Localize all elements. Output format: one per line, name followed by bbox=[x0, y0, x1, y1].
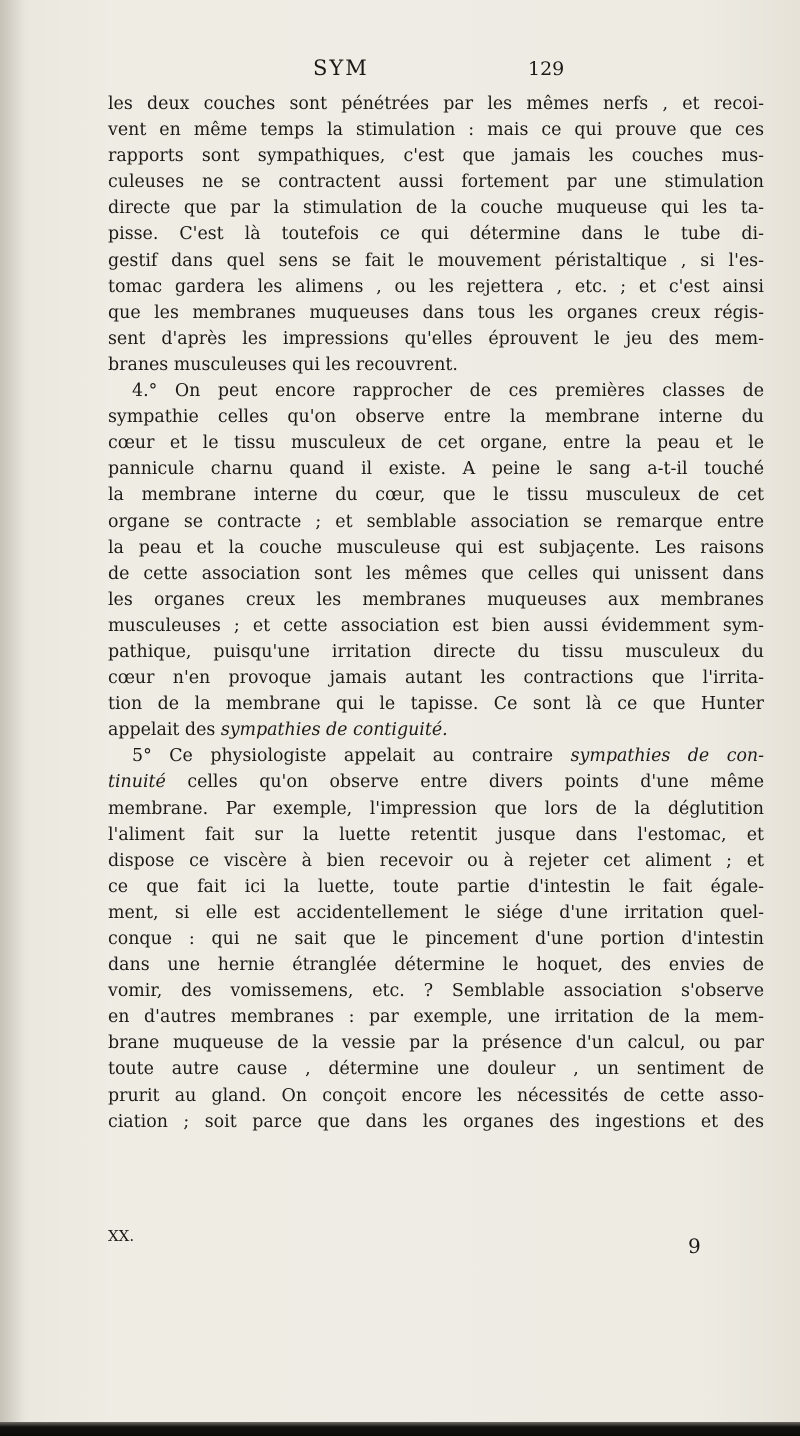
text-line: en d'autres membranes : par exemple, une irritation de la mem- bbox=[108, 1007, 764, 1028]
text-line: musculeuses ; et cette association est bien aussi évidemment sym- bbox=[108, 615, 764, 636]
text-line: organe se contracte ; et semblable association se remarque entre bbox=[108, 511, 764, 532]
text-line: pathique, puisqu'une irritation directe du tissu musculeux du bbox=[108, 641, 764, 662]
text-line: la membrane interne du cœur, que le tissu musculeux de cet bbox=[108, 485, 764, 506]
italic-term: sympathies de contiguité. bbox=[220, 720, 448, 741]
text-line: dans une hernie étranglée détermine le hoquet, des envies de bbox=[108, 955, 764, 976]
binding-shadow bbox=[0, 0, 24, 1436]
text-line: ciation ; soit parce que dans les organes des ingestions et des bbox=[108, 1111, 764, 1132]
signature-mark: XX. bbox=[108, 1227, 135, 1245]
text-line: de cette association sont les mêmes que celles qui unissent dans bbox=[108, 563, 764, 584]
text-line: brane muqueuse de la vessie par la présence d'un calcul, ou par bbox=[108, 1033, 764, 1054]
italic-term: tinuité bbox=[108, 772, 166, 793]
body-text bbox=[108, 91, 764, 1135]
page-number: 129 bbox=[528, 58, 565, 80]
text-line: sympathie celles qu'on observe entre la membrane interne du bbox=[108, 407, 764, 428]
text-line: prurit au gland. On conçoit encore les nécessités de cette asso- bbox=[108, 1085, 764, 1106]
text-line: ment, si elle est accidentellement le siége d'une irritation quel- bbox=[108, 902, 764, 923]
text-line: pisse. C'est là toutefois ce qui détermine dans le tube di- bbox=[108, 224, 764, 245]
text-line: dispose ce viscère à bien recevoir ou à rejeter cet aliment ; et bbox=[108, 850, 764, 871]
text-line: gestif dans quel sens se fait le mouvement péristaltique , si l'es- bbox=[108, 250, 764, 271]
text-line: branes musculeuses qui les recouvrent. bbox=[108, 354, 458, 375]
text-run: celles qu'on observe entre divers points d'une même bbox=[165, 772, 764, 793]
text-line: cœur et le tissu musculeux de cet organe, entre la peau et le bbox=[108, 433, 764, 454]
text-line: l'aliment fait sur la luette retentit jusque dans l'estomac, et bbox=[108, 824, 764, 845]
text-run: 5° Ce physiologiste appelait au contraire bbox=[132, 746, 571, 767]
text-line: rapports sont sympathiques, c'est que jamais les couches mus- bbox=[108, 146, 764, 167]
text-line: toute autre cause , détermine une douleur , un sentiment de bbox=[108, 1059, 764, 1080]
scan-edge bbox=[0, 1422, 800, 1436]
text-line: que les membranes muqueuses dans tous les organes creux régis- bbox=[108, 302, 764, 323]
text-line: sent d'après les impressions qu'elles éprouvent le jeu des mem- bbox=[108, 328, 764, 349]
text-line: la peau et la couche musculeuse qui est subjaçente. Les raisons bbox=[108, 537, 764, 558]
text-line: 4.° On peut encore rapprocher de ces premières classes de bbox=[132, 381, 764, 402]
text-line bbox=[108, 743, 764, 769]
text-line: ce que fait ici la luette, toute partie d'intestin le fait égale- bbox=[108, 876, 764, 897]
text-line: vent en même temps la stimulation : mais ce qui prouve que ces bbox=[108, 120, 764, 141]
text-line: conque : qui ne sait que le pincement d'une portion d'intestin bbox=[108, 929, 764, 949]
text-line: les organes creux les membranes muqueuses aux membranes bbox=[108, 589, 764, 610]
text-line: directe que par la stimulation de la couche muqueuse qui les ta- bbox=[108, 198, 764, 219]
text-run: appelait des bbox=[108, 720, 221, 741]
gathering-number: 9 bbox=[688, 1234, 701, 1258]
text-line: les deux couches sont pénétrées par les mêmes nerfs , et recoi- bbox=[108, 94, 764, 114]
page-header bbox=[0, 56, 800, 86]
text-line: tion de la membrane qui le tapisse. Ce sont là ce que Hunter bbox=[108, 694, 764, 715]
text-line bbox=[108, 769, 764, 795]
text-line: culeuses ne se contractent aussi fortement par une stimulation bbox=[108, 172, 764, 193]
running-head: SYM bbox=[313, 56, 369, 80]
text-line: cœur n'en provoque jamais autant les contractions que l'irrita- bbox=[108, 668, 764, 689]
text-line: vomir, des vomissemens, etc. ? Semblable association s'observe bbox=[108, 981, 764, 1002]
text-line: membrane. Par exemple, l'impression que lors de la déglutition bbox=[108, 798, 764, 819]
text-line: pannicule charnu quand il existe. A peine le sang a-t-il touché bbox=[108, 459, 764, 480]
text-line: tomac gardera les alimens , ou les rejettera , etc. ; et c'est ainsi bbox=[108, 276, 764, 297]
italic-term: sympathies de con- bbox=[570, 746, 764, 767]
text-line bbox=[108, 717, 764, 743]
